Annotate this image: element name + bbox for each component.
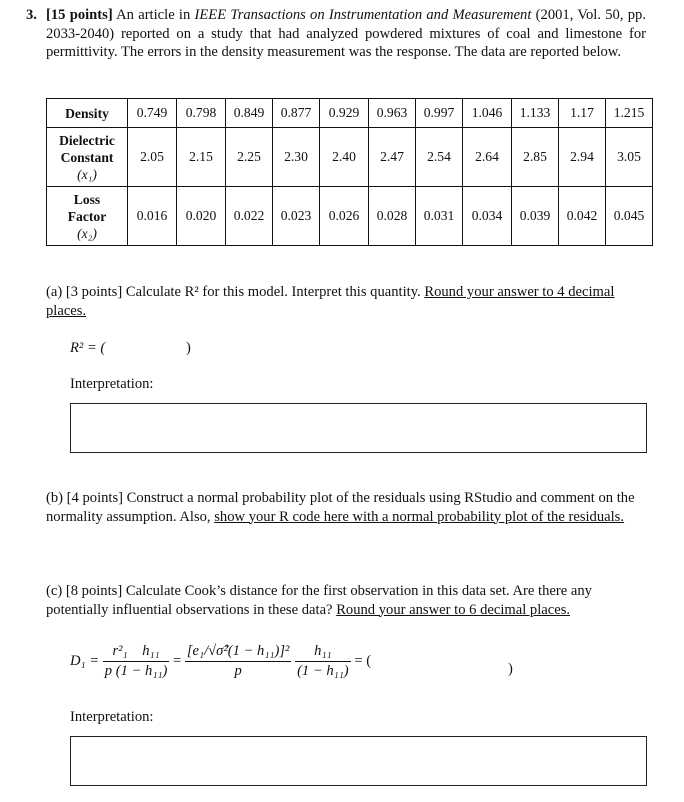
part-a-rounding-note: Round your answer to 4 decimal places.: [46, 284, 615, 319]
part-c-text: Calculate Cook’s distance for the first observation in this data set. Are there any potentially influential observations in these data?: [46, 583, 592, 618]
formula-one-minus-h11: (1 − h₁₁): [115, 662, 168, 679]
table-cell: 0.031: [416, 187, 463, 246]
part-c-label: (c) [8 points]: [46, 583, 123, 599]
table-cell: 0.045: [606, 187, 653, 246]
table-cell: 0.749: [128, 99, 177, 128]
table-row: [47, 128, 653, 187]
table-cell: 1.215: [606, 99, 653, 128]
part-c-interpretation-label: Interpretation:: [70, 709, 154, 725]
formula-r-squared: r²₁: [112, 643, 128, 659]
part-b-code-note: show your R code here with a normal probability plot of the residuals.: [214, 508, 625, 525]
table-cell: 2.85: [512, 128, 559, 187]
table-cell: 0.016: [128, 187, 177, 246]
row-label-density: Density: [47, 99, 128, 128]
table-cell: 1.046: [463, 99, 512, 128]
formula-standardized-residual: [e₁/√σ̂²(1 − h₁₁)]²: [185, 642, 292, 662]
formula-p-denominator: p: [234, 662, 242, 679]
part-a-interpretation-box[interactable]: [70, 403, 647, 453]
table-row: [47, 99, 653, 128]
row-label-variable: (x₂): [77, 225, 97, 241]
table-cell: 0.023: [273, 187, 320, 246]
table-cell: 2.94: [559, 128, 606, 187]
row-label-line: Factor: [67, 208, 107, 224]
part-c-prompt: [46, 582, 648, 619]
formula-h11: h₁₁: [142, 643, 160, 659]
table-cell: 2.40: [320, 128, 369, 187]
part-b-label: (b) [4 points]: [46, 490, 124, 506]
table-cell: 2.54: [416, 128, 463, 187]
formula-h11-denominator: (1 − h₁₁): [297, 662, 349, 679]
table-cell: 0.042: [559, 187, 606, 246]
table-cell: 0.877: [273, 99, 320, 128]
row-label-line: Loss: [73, 191, 101, 207]
table-cell: 1.17: [559, 99, 606, 128]
table-cell: 2.05: [128, 128, 177, 187]
part-a-prompt: [46, 283, 648, 320]
formula-p: p: [104, 662, 113, 679]
table-cell: 0.798: [177, 99, 226, 128]
intro-text-a: An article in: [116, 7, 191, 23]
formula-fraction-2: [185, 642, 292, 680]
table-cell: 0.963: [369, 99, 416, 128]
part-b-text: Construct a normal probability plot of the residuals using RStudio and comment on the normality assumption. Also,: [46, 490, 635, 525]
table-cell: 0.026: [320, 187, 369, 246]
table-cell: 1.133: [512, 99, 559, 128]
question-number: 3.: [26, 7, 37, 23]
table-cell: 0.929: [320, 99, 369, 128]
table-cell: 0.039: [512, 187, 559, 246]
r-squared-close: ): [186, 340, 191, 356]
part-a-text: Calculate R² for this model. Interpret this quantity.: [125, 284, 421, 300]
table-cell: 2.25: [226, 128, 273, 187]
part-b-prompt: [46, 489, 648, 526]
cooks-answer-close: ): [508, 661, 513, 677]
row-label-variable: (x₁): [77, 166, 97, 182]
table-cell: 0.997: [416, 99, 463, 128]
part-c-interpretation-box[interactable]: [70, 736, 647, 786]
intro-text-b: (2001, Vol. 50, pp. 2033-2040) reported on a study that had analyzed powdered mixtures of coal and limestone for permittivity. The errors in the density measurement was the response. The data are reported below.: [46, 7, 646, 61]
journal-title: IEEE Transactions on Instrumentation and Measurement: [194, 7, 532, 23]
table-cell: 0.034: [463, 187, 512, 246]
part-a-label: (a) [3 points]: [46, 284, 123, 300]
part-a-interpretation-label: Interpretation:: [70, 376, 154, 392]
table-cell: 2.30: [273, 128, 320, 187]
data-table: [46, 98, 653, 246]
row-label-loss: [47, 187, 128, 246]
table-cell: 2.15: [177, 128, 226, 187]
question-intro: [46, 6, 646, 62]
table-cell: 0.028: [369, 187, 416, 246]
r-squared-prefix: R² = (: [70, 340, 106, 356]
cooks-answer-prefix: = (: [354, 652, 372, 669]
formula-fraction-3: [295, 642, 351, 680]
table-cell: 0.020: [177, 187, 226, 246]
table-cell: 3.05: [606, 128, 653, 187]
formula-h11-numerator: h₁₁: [295, 642, 351, 662]
table-cell: 0.849: [226, 99, 273, 128]
row-label-line: Constant: [60, 149, 114, 165]
row-label-line: Dielectric: [59, 132, 115, 148]
question-points: [15 points]: [46, 7, 113, 23]
r-squared-answer: [70, 339, 105, 358]
table-cell: 2.47: [369, 128, 416, 187]
formula-fraction-1: [103, 642, 170, 680]
part-c-rounding-note: Round your answer to 6 decimal places.: [336, 601, 571, 618]
formula-lhs: D₁ =: [70, 652, 100, 669]
table-cell: 0.022: [226, 187, 273, 246]
table-row: [47, 187, 653, 246]
table-cell: 2.64: [463, 128, 512, 187]
row-label-dielectric: [47, 128, 128, 187]
cooks-distance-formula: [70, 642, 371, 680]
formula-equals: =: [172, 652, 182, 669]
